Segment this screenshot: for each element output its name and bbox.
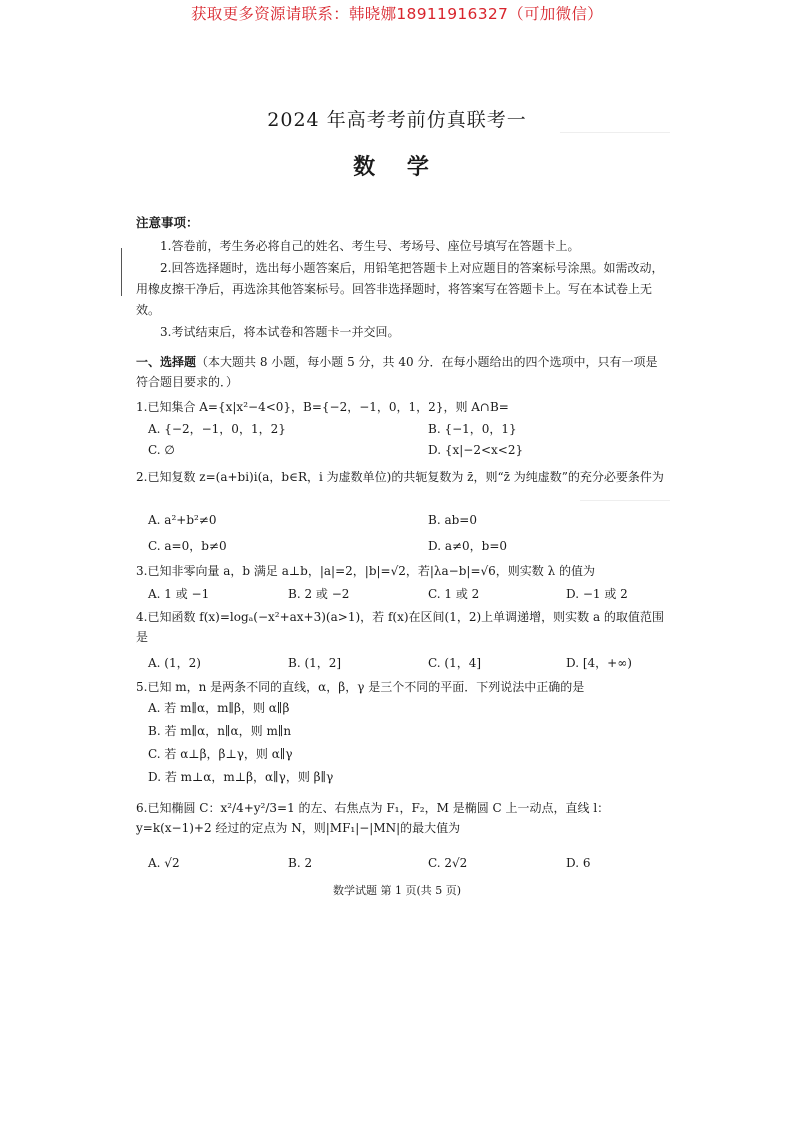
q1-option-c: C. ∅ [148, 443, 175, 457]
exam-title: 2024 年高考考前仿真联考一 [267, 109, 527, 131]
question-1: 1.已知集合 A={x|x²−4<0}，B={−2，−1，0，1，2}，则 A∩B= [136, 400, 509, 414]
question-6: 6.已知椭圆 C：x²/4+y²/3=1 的左、右焦点为 F₁，F₂，M 是椭圆 C 上一动点，直线 l：y=k(x−1)+2 经过的定点为 N，则|MF₁|−|MN|的最大值为 [136, 801, 610, 835]
q4-option-c: C. (1，4] [428, 656, 482, 670]
question-5: 5.已知 m，n 是两条不同的直线，α，β，γ 是三个不同的平面．下列说法中正确的是 [136, 680, 585, 694]
notice-item-1: 1.答卷前，考生务必将自己的姓名、考生号、考场号、座位号填写在答题卡上。 [160, 239, 580, 253]
scan-noise [560, 132, 670, 133]
q2-option-a: A. a²+b²≠0 [148, 513, 217, 527]
section-heading [136, 352, 664, 392]
section-title: 一、选择题 [136, 355, 197, 369]
q4-option-b: B. (1，2] [288, 656, 342, 670]
q1-option-a: A. {−2，−1，0，1，2} [148, 422, 286, 436]
q5-option-d: D. 若 m⊥α，m⊥β，α∥γ，则 β∥γ [148, 770, 334, 784]
q2-option-c: C. a=0，b≠0 [148, 539, 227, 553]
notice-item-3: 3.考试结束后，将本试卷和答题卡一并交回。 [160, 325, 400, 339]
notice-heading: 注意事项： [136, 215, 199, 230]
margin-mark [121, 248, 122, 296]
section-description: （本大题共 8 小题，每小题 5 分，共 40 分．在每小题给出的四个选项中，只有一项是符合题目要求的．） [136, 355, 658, 389]
q5-option-a: A. 若 m∥α，m∥β，则 α∥β [148, 701, 290, 715]
subject-title: 数 学 [353, 154, 441, 180]
notice-item-2: 2.回答选择题时，选出每小题答案后，用铅笔把答题卡上对应题目的答案标号涂黑。如需改动，用橡皮擦干净后，再选涂其他答案标号。回答非选择题时，将答案写在答题卡上。写在本试卷上无效。 [136, 261, 664, 317]
q6-option-d: D. 6 [566, 856, 591, 870]
question-2: 2.已知复数 z=(a+bi)i(a，b∈R，i 为虚数单位)的共轭复数为 z̄，则“z̄ 为纯虚数”的充分必要条件为 [136, 470, 664, 484]
contact-banner: 获取更多资源请联系：韩晓娜18911916327（可加微信） [191, 5, 603, 23]
q4-option-a: A. (1，2) [148, 656, 201, 670]
q6-option-b: B. 2 [288, 856, 313, 870]
q3-option-a: A. 1 或 −1 [148, 587, 210, 601]
scan-noise [580, 500, 670, 501]
scanned-page [110, 80, 690, 910]
q6-option-a: A. √2 [148, 856, 180, 870]
q3-option-b: B. 2 或 −2 [288, 587, 350, 601]
q5-option-c: C. 若 α⊥β，β⊥γ，则 α∥γ [148, 747, 293, 761]
q4-option-d: D. [4，+∞) [566, 656, 632, 670]
question-4: 4.已知函数 f(x)=logₐ(−x²+ax+3)(a>1)，若 f(x)在区间(1，2)上单调递增，则实数 a 的取值范围是 [136, 610, 664, 644]
page-footer: 数学试题 第 1 页(共 5 页) [332, 884, 462, 897]
q3-option-d: D. −1 或 2 [566, 587, 628, 601]
q2-option-b: B. ab=0 [428, 513, 477, 527]
q1-option-b: B. {−1，0，1} [428, 422, 517, 436]
question-3: 3.已知非零向量 a，b 满足 a⊥b，|a|=2，|b|=√2，若|λa−b|=√6，则实数 λ 的值为 [136, 564, 596, 578]
q3-option-c: C. 1 或 2 [428, 587, 480, 601]
q2-option-d: D. a≠0，b=0 [428, 539, 508, 553]
q6-option-c: C. 2√2 [428, 856, 468, 870]
q5-option-b: B. 若 m∥α，n∥α，则 m∥n [148, 724, 292, 738]
q1-option-d: D. {x|−2<x<2} [428, 443, 524, 457]
